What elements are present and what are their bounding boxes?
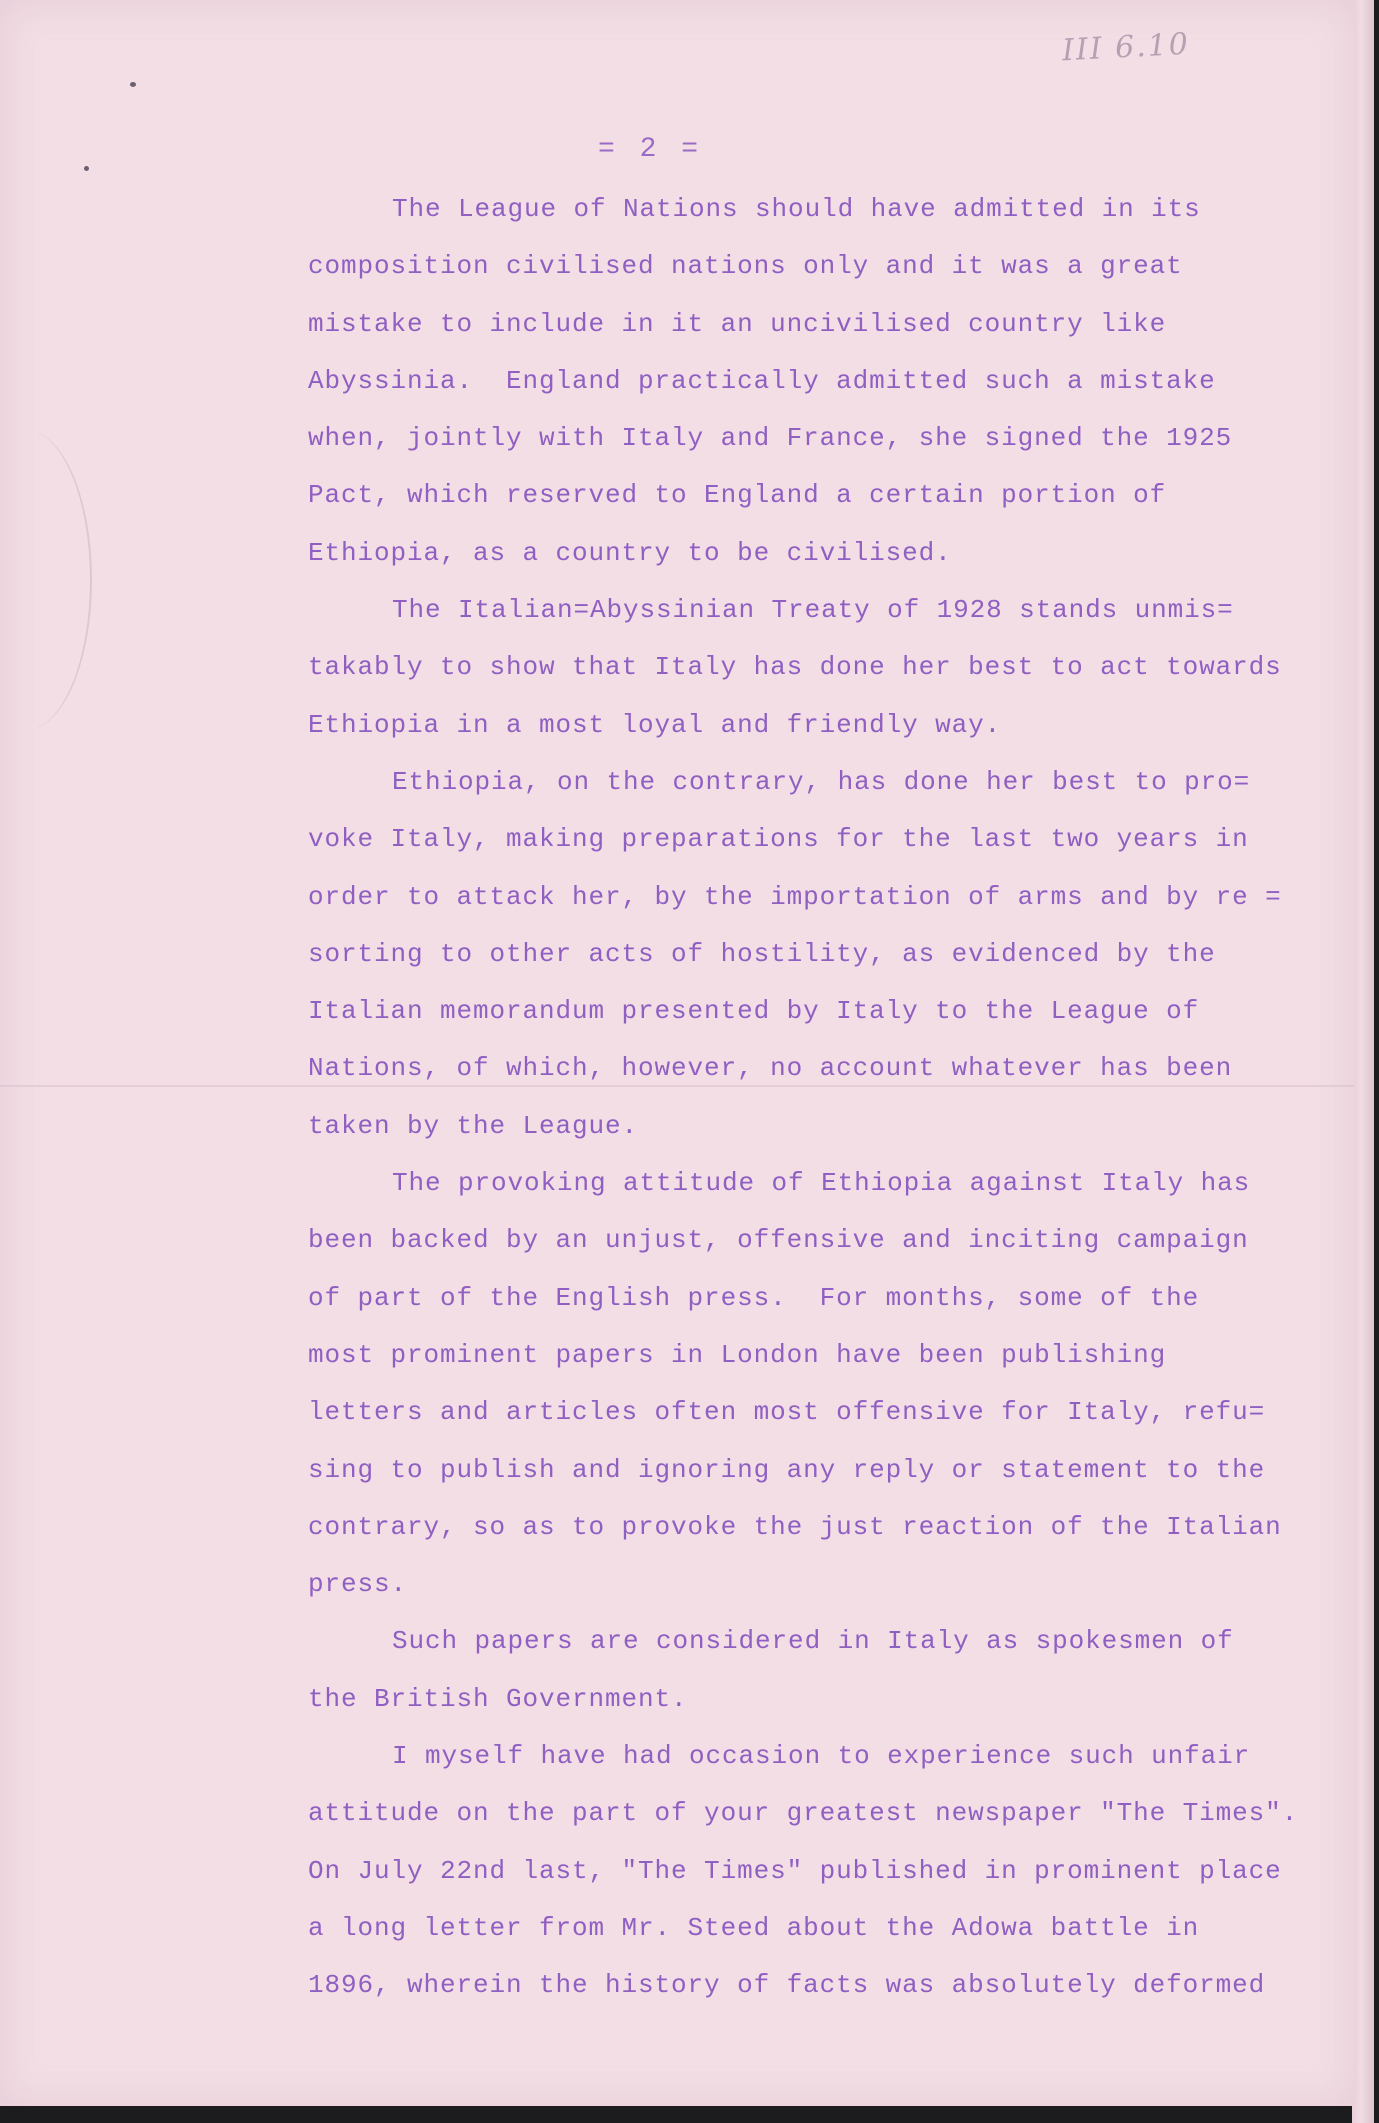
text-line: letters and articles often most offensive for Italy, refu= [308,1397,1266,1428]
text-line: Ethiopia in a most loyal and friendly way. [308,709,1002,740]
text-line: Italian memorandum presented by Italy to the League of [308,996,1200,1027]
text-line: mistake to include in it an uncivilised country like [308,308,1167,339]
text-line: composition civilised nations only and it was a great [308,251,1183,282]
ink-speck [130,82,136,87]
handwritten-annotation: III 6.10 [1061,26,1191,69]
text-line: the British Government. [308,1683,688,1714]
text-line: Abyssinia. England practically admitted such a mistake [308,365,1216,396]
ink-speck [84,166,89,171]
text-line: been backed by an unjust, offensive and inciting campaign [308,1225,1249,1256]
page-number: = 2 = [597,134,702,165]
text-line: sing to publish and ignoring any reply or statement to the [308,1454,1266,1485]
text-line: Ethiopia, on the contrary, has done her best to pro= [392,766,1251,797]
text-line: a long letter from Mr. Steed about the Adowa battle in [308,1912,1200,1943]
text-line: attitude on the part of your greatest newspaper "The Times". [308,1798,1299,1829]
text-line: of part of the English press. For months, some of the [308,1282,1200,1313]
text-line: takably to show that Italy has done her best to act towards [308,652,1282,683]
text-line: sorting to other acts of hostility, as evidenced by the [308,938,1216,969]
text-line: The Italian=Abyssinian Treaty of 1928 stands unmis= [392,595,1234,626]
text-line: Ethiopia, as a country to be civilised. [308,537,952,568]
letter-body [308,181,1318,2015]
text-line: most prominent papers in London have been publishing [308,1339,1167,1370]
text-line: 1896, wherein the history of facts was absolutely deformed [308,1970,1266,2001]
text-line: Pact, which reserved to England a certain portion of [308,480,1167,511]
text-line: taken by the League. [308,1110,639,1141]
text-line: when, jointly with Italy and France, she signed the 1925 [308,423,1233,454]
underlying-sheet-edge [1352,0,1374,2123]
text-line: Such papers are considered in Italy as spokesmen of [392,1626,1234,1657]
text-line: order to attack her, by the importation of arms and by re = [308,881,1282,912]
text-line: press. [308,1569,408,1600]
text-line: contrary, so as to provoke the just reaction of the Italian [308,1511,1282,1542]
text-line: The provoking attitude of Ethiopia against Italy has [392,1168,1251,1199]
text-line: I myself have had occasion to experience such unfair [392,1741,1251,1772]
text-line: The League of Nations should have admitted in its [392,194,1201,224]
text-line: voke Italy, making preparations for the last two years in [308,824,1249,855]
text-line: Nations, of which, however, no account whatever has been [308,1053,1233,1084]
text-line: On July 22nd last, "The Times" published in prominent place [308,1855,1282,1886]
paper-fold-mark [0,430,92,730]
